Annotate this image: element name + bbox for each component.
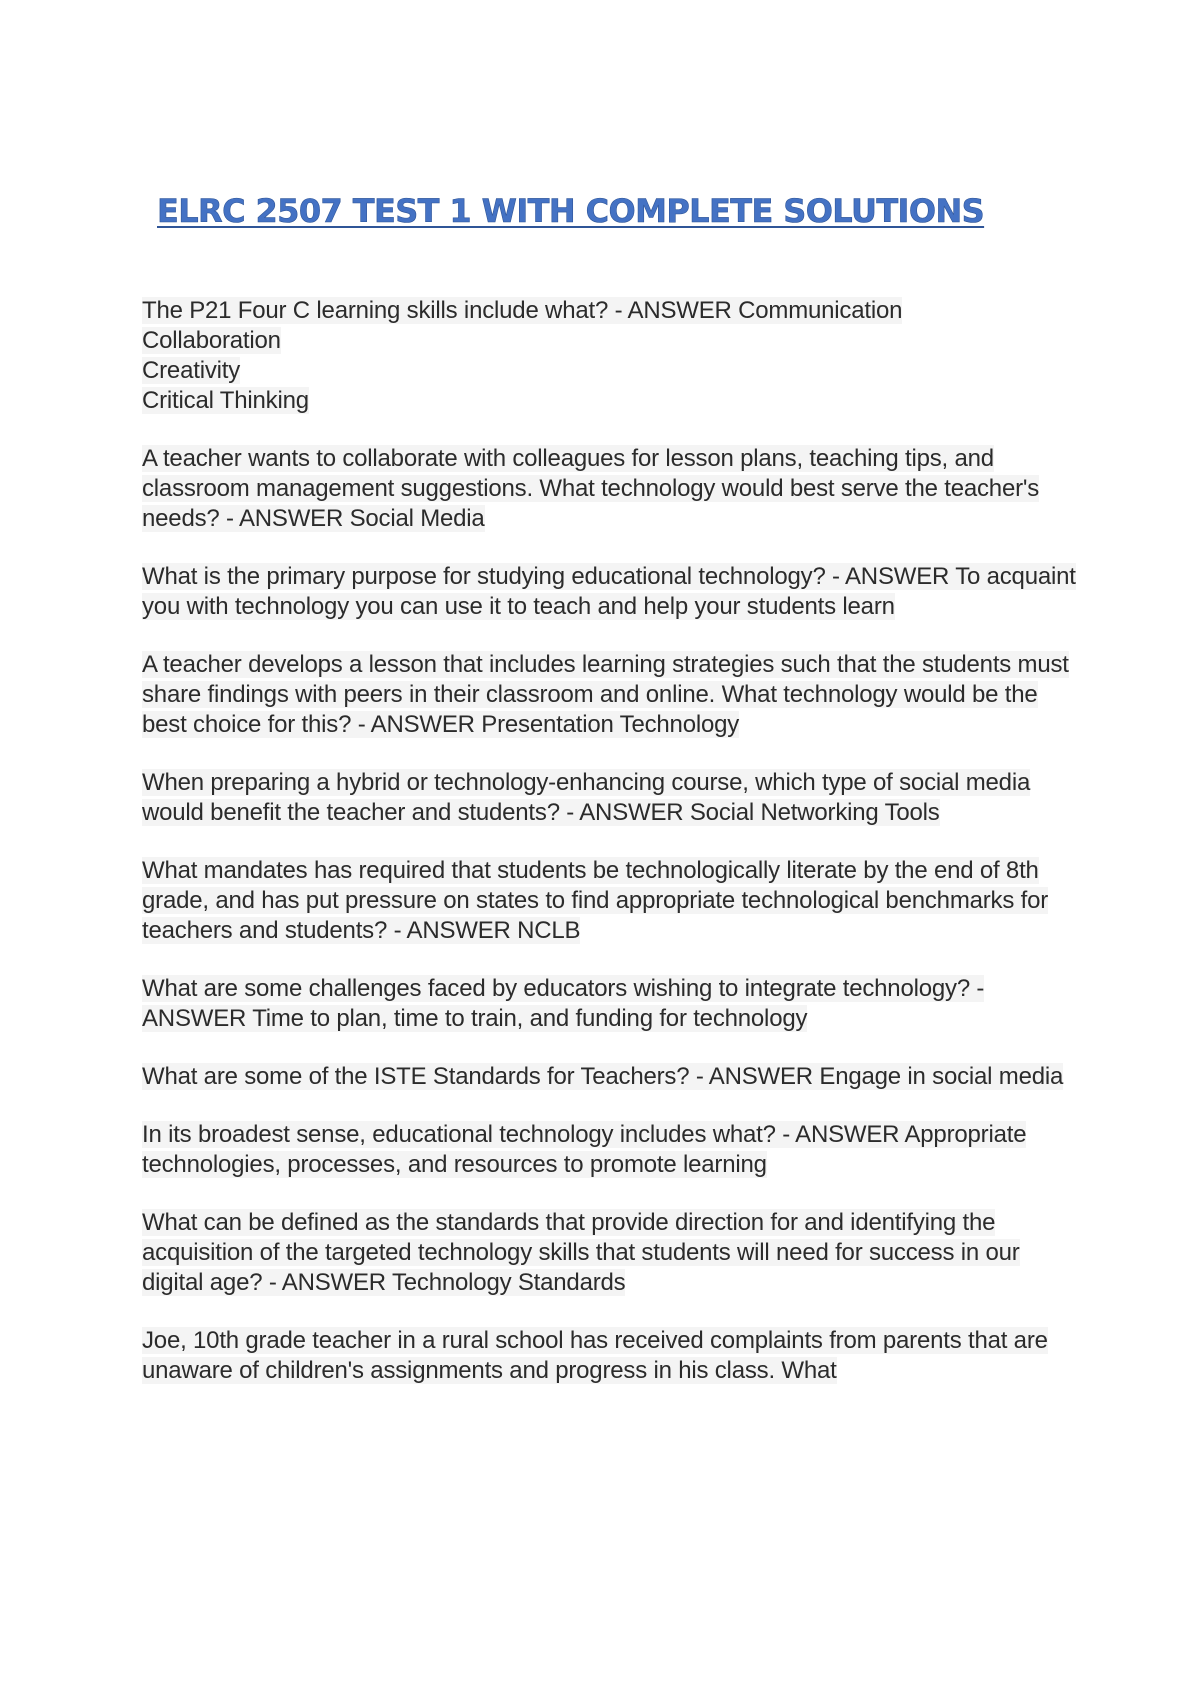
question-text: What mandates has required that students be technologically literate by the end of 8th grade, and has put pressure on states to find appropriate technological benchmarks for teachers and students? [142, 857, 1049, 944]
question-text: Joe, 10th grade teacher in a rural school has received complaints from parents that are unaware of children's assignments and progress in his class. What [142, 1327, 1048, 1384]
qa-item [142, 562, 1082, 622]
answer-separator: - ANSWER [689, 1063, 820, 1090]
answer-text: Communication Collaboration Creativity Critical Thinking [142, 297, 903, 414]
answer-text: Social Networking Tools [689, 799, 940, 826]
qa-item [142, 296, 1082, 416]
answer-text: Technology Standards [391, 1269, 626, 1296]
question-text: What can be defined as the standards that provide direction for and identifying the acquisition of the targeted technology skills that students will need for success in our digital age? [142, 1209, 1020, 1296]
answer-text: Social Media [349, 505, 485, 532]
answer-separator: - ANSWER [219, 505, 350, 532]
qa-item [142, 1208, 1082, 1298]
document-title: ELRC 2507 TEST 1 WITH COMPLETE SOLUTIONS [157, 192, 985, 230]
qa-item [142, 1062, 1082, 1092]
answer-separator: - ANSWER [262, 1269, 392, 1296]
qa-item [142, 768, 1082, 828]
answer-separator: - ANSWER [608, 297, 739, 324]
answer-separator: - ANSWER [559, 799, 690, 826]
qa-item [142, 444, 1082, 534]
answer-separator: - ANSWER [142, 975, 985, 1032]
qa-item [142, 1120, 1082, 1180]
qa-item [142, 650, 1082, 740]
question-text: A teacher wants to collaborate with colleagues for lesson plans, teaching tips, and classroom management suggestions. What technology would best serve the teacher's needs? [142, 445, 1040, 532]
question-text: The P21 Four C learning skills include what? [142, 297, 609, 324]
answer-text: Presentation Technology [481, 711, 740, 738]
question-text: What are some of the ISTE Standards for Teachers? [142, 1063, 690, 1090]
answer-text: Engage in social media [819, 1063, 1064, 1090]
qa-list [142, 296, 1082, 1386]
question-text: A teacher develops a lesson that includes learning strategies such that the students must share findings with peers in their classroom and online. What technology would be the best choice for this? [142, 651, 1069, 738]
answer-separator: - ANSWER [825, 563, 956, 590]
answer-text: NCLB [517, 917, 581, 944]
answer-text: Appropriate technologies, processes, and resources to promote learning [142, 1121, 1027, 1178]
answer-separator: - ANSWER [775, 1121, 905, 1148]
qa-item [142, 856, 1082, 946]
question-text: In its broadest sense, educational technology includes what? [142, 1121, 776, 1148]
question-text: What are some challenges faced by educators wishing to integrate technology? [142, 975, 970, 1002]
answer-text: Time to plan, time to train, and funding for technology [252, 1005, 808, 1032]
question-text: When preparing a hybrid or technology-enhancing course, which type of social media would benefit the teacher and students? [142, 769, 1031, 826]
qa-item [142, 974, 1082, 1034]
qa-item [142, 1326, 1082, 1386]
answer-separator: - ANSWER [351, 711, 482, 738]
answer-separator: - ANSWER [387, 917, 518, 944]
question-text: What is the primary purpose for studying educational technology? [142, 563, 826, 590]
answer-text: To acquaint you with technology you can use it to teach and help your students learn [142, 563, 1076, 620]
